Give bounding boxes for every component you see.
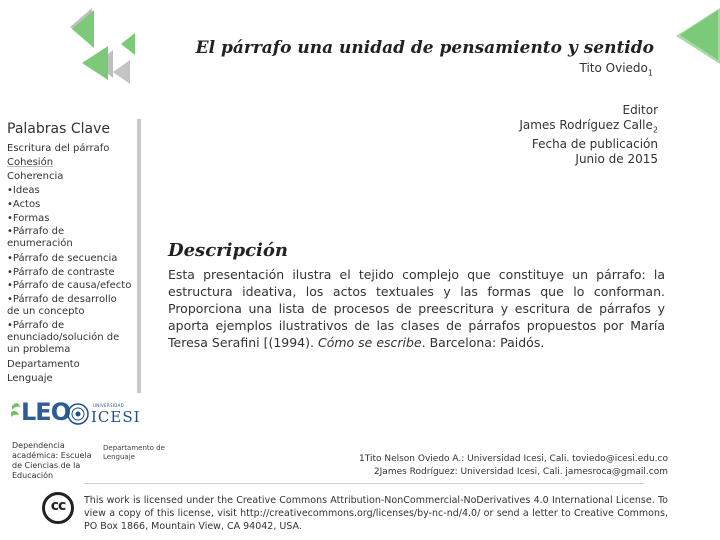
author-footnote-ref: 1 — [647, 68, 653, 78]
pub-date: Junio de 2015 — [575, 152, 658, 167]
document-title: El párrafo una unidad de pensamiento y sentido — [195, 38, 654, 58]
footnote-1: 1Tito Nelson Oviedo A.: Universidad Icesi, Cali. toviedo@icesi.edu.co — [359, 454, 668, 464]
keyword-item: Coherencia — [7, 171, 64, 182]
keywords-list — [7, 142, 132, 386]
keyword-item: Cohesión — [7, 157, 54, 168]
keyword-item: •Párrafo de secuencia — [7, 253, 118, 264]
description-book-title: Cómo se escribe — [317, 335, 422, 350]
keyword-item: •Formas — [7, 213, 50, 224]
dependencia-academica: Dependencia académica: Escuela de Ciencias de la Educación — [12, 441, 92, 480]
editor-footnote-ref: 2 — [652, 125, 658, 135]
keyword-item: •Párrafo de enunciado/solución de un problema — [7, 320, 120, 355]
keyword-item: •Párrafo de causa/efecto — [7, 280, 132, 291]
editor-label: Editor — [622, 103, 658, 117]
triangle-8 — [680, 10, 718, 60]
leo-logo-text: LEO — [21, 398, 71, 426]
icesi-logo-small: UNIVERSIDAD — [93, 403, 124, 408]
departamento-lenguaje: Departamento de Lenguaje — [103, 444, 165, 461]
description-title: Descripción — [168, 240, 288, 261]
keyword-item: •Ideas — [7, 185, 40, 196]
keyword-item: Escritura del párrafo — [7, 143, 110, 154]
cc-badge-text: cc — [50, 498, 66, 514]
author — [580, 61, 653, 77]
icesi-logo — [66, 402, 141, 428]
keyword-item: Departamento — [7, 359, 80, 370]
description-text-part1: Esta presentación ilustra el tejido complejo que constituye un párrafo: la estructura ideativa, los actos textuales y las formas que lo conforman. Proporciona una lista de procesos de preescritura y escritura de párrafos y aporta ejemplos ilustrativos de las clases de párrafos propuestos por María Teresa Serafini [(1994). — [168, 267, 665, 350]
description-text — [168, 266, 665, 351]
footnotes — [359, 453, 668, 479]
editor-name: James Rodríguez Calle — [519, 118, 653, 132]
editor-block — [519, 103, 658, 167]
keyword-item: •Párrafo de enumeración — [7, 226, 73, 249]
license-text: This work is licensed under the Creative Commons Attribution-NonCommercial-NoDerivatives 4.0 International License. To view a copy of this license, visit http://creativecommons.org/licenses/by-nc-nd/4.0/ or send a letter to Creative Commons, PO Box 1866, Mountain View, CA 94042, USA. — [84, 495, 668, 532]
sidebar-divider — [137, 119, 141, 393]
keyword-item: •Actos — [7, 199, 41, 210]
keywords-title: Palabras Clave — [7, 121, 110, 137]
license-divider — [84, 483, 644, 484]
footnote-2: 2James Rodríguez: Universidad Icesi, Cali. jamesroca@gmail.com — [373, 467, 668, 477]
triangle-6 — [113, 60, 130, 84]
icesi-logo-text: ICESI — [91, 408, 141, 426]
pub-label: Fecha de publicación — [531, 137, 658, 152]
keyword-item: •Párrafo de desarrollo de un concepto — [7, 294, 117, 317]
description-text-part2: . Barcelona: Paidós. — [421, 335, 545, 350]
keyword-item: Lenguaje — [7, 373, 53, 384]
keyword-item: •Párrafo de contraste — [7, 267, 115, 278]
icesi-seal-icon — [66, 402, 90, 426]
cc-badge[interactable] — [42, 492, 74, 524]
editor-name-line — [519, 118, 658, 137]
leo-logo — [9, 398, 71, 428]
author-name: Tito Oviedo — [579, 61, 648, 75]
